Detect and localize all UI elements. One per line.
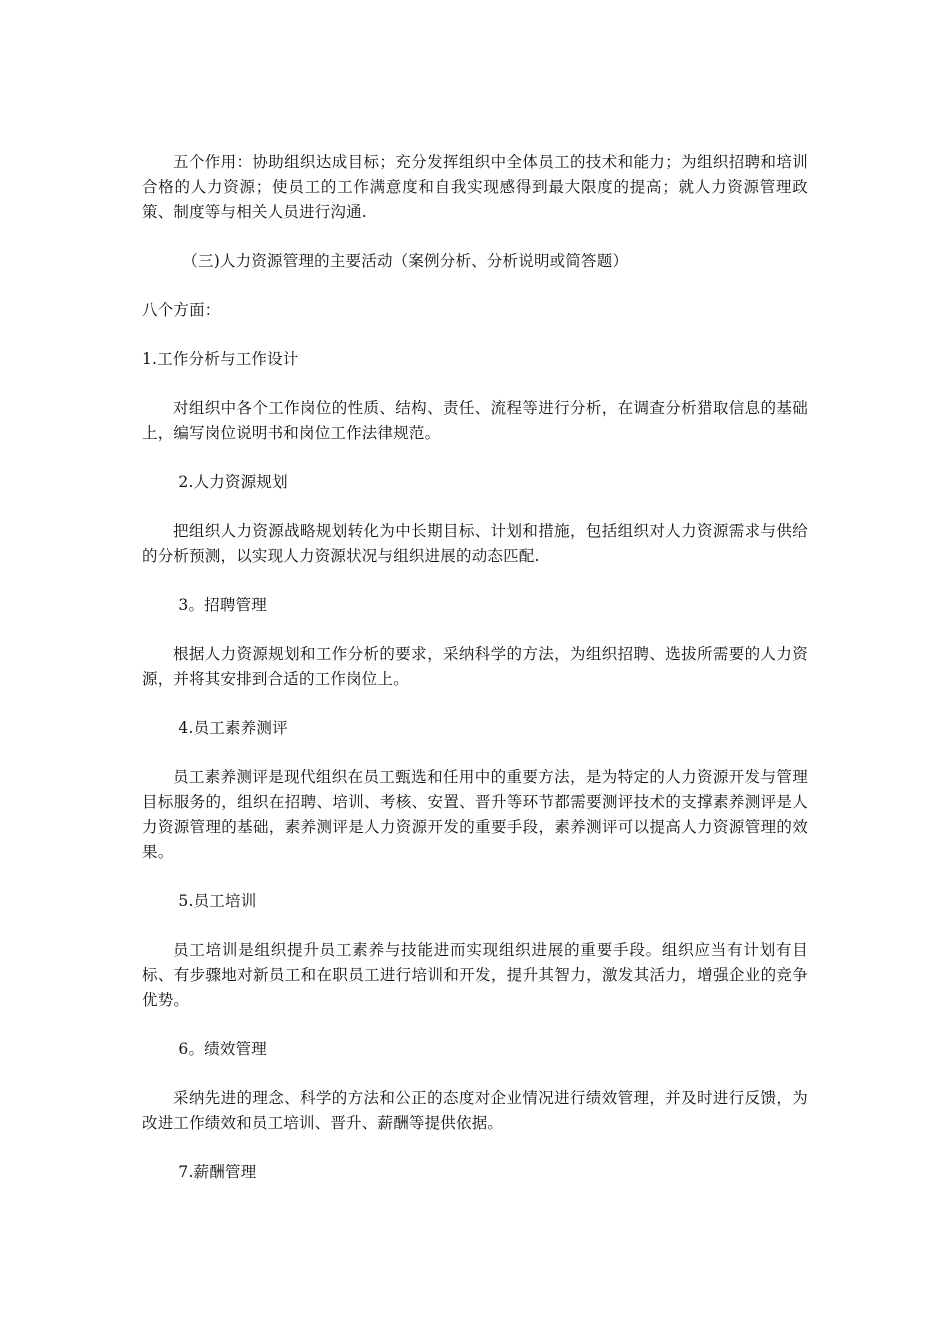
item-heading-performance: 6。绩效管理 [178,1040,267,1058]
item-heading-competency-assessment: 4.员工素养测评 [178,719,288,737]
five-functions-paragraph: 五个作用：协助组织达成目标；充分发挥组织中全体员工的技术和能力；为组织招聘和培训合格的人力资源；使员工的工作满意度和自我实现感得到最大限度的提高；就人力资源管理政策、制度等与相关人员进行沟通. [142,153,808,221]
item-heading-recruitment: 3。招聘管理 [178,596,267,614]
item-heading-job-analysis: 1.工作分析与工作设计 [142,350,299,368]
item-heading-hr-planning: 2.人力资源规划 [178,473,288,491]
hr-planning-paragraph: 把组织人力资源战略规划转化为中长期目标、计划和措施，包括组织对人力资源需求与供给的分析预测，以实现人力资源状况与组织进展的动态匹配. [142,522,808,565]
job-analysis-paragraph: 对组织中各个工作岗位的性质、结构、责任、流程等进行分析，在调查分析猎取信息的基础上，编写岗位说明书和岗位工作法律规范。 [142,399,808,442]
section-heading-main-activities: （三)人力资源管理的主要活动（案例分析、分析说明或简答题） [182,252,629,270]
document-body [142,150,808,1209]
competency-assessment-paragraph: 员工素养测评是现代组织在员工甄选和任用中的重要方法，是为特定的人力资源开发与管理目标服务的，组织在招聘、培训、考核、安置、晋升等环节都需要测评技术的支撑素养测评是人力资源管理的基础，素养测评是人力资源开发的重要手段，素养测评可以提高人力资源管理的效果。 [142,768,808,861]
item-heading-training: 5.员工培训 [178,892,257,910]
item-heading-compensation: 7.薪酬管理 [178,1163,257,1181]
performance-paragraph: 采纳先进的理念、科学的方法和公正的态度对企业情况进行绩效管理，并及时进行反馈，为改进工作绩效和员工培训、晋升、薪酬等提供依据。 [142,1089,808,1132]
training-paragraph: 员工培训是组织提升员工素养与技能进而实现组织进展的重要手段。组织应当有计划有目标、有步骤地对新员工和在职员工进行培训和开发，提升其智力，激发其活力，增强企业的竞争优势。 [142,941,808,1009]
recruitment-paragraph: 根据人力资源规划和工作分析的要求，采纳科学的方法，为组织招聘、选拔所需要的人力资源，并将其安排到合适的工作岗位上。 [142,645,808,688]
eight-aspects-label: 八个方面： [142,301,221,319]
